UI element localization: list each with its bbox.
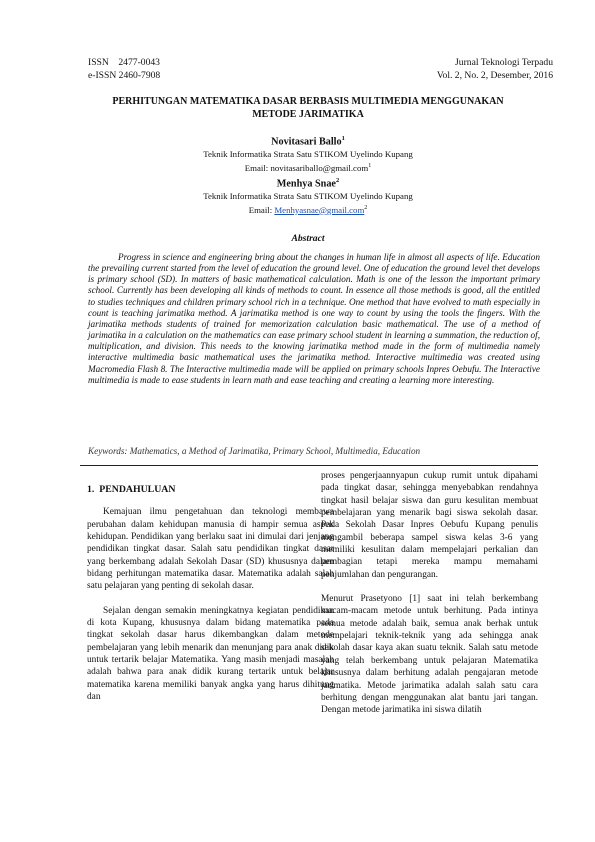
author-1-affiliation: Teknik Informatika Strata Satu STIKOM Uyelindo Kupang <box>203 149 413 160</box>
paragraph: Kemajuan ilmu pengetahuan dan teknologi membawa perubahan dalam kehidupan manusia di hampir semua aspek kehidupan. Pendidikan yang berlaku saat ini dimulai dari jenjang pendidikan tingkat dasar. Salah satu pendidikan tingkat dasar yang berkembang adalah Sekolah Dasar (SD) khususnya dalam bidang perhitungan matematika dasar. Matematika adalah salah satu pelajaran yang penting di sekolah dasar. <box>87 507 334 592</box>
section-divider <box>80 465 538 466</box>
journal-block <box>437 57 553 82</box>
section-heading-pendahuluan: 1. PENDAHULUAN <box>87 484 176 495</box>
authors-block <box>80 132 536 216</box>
author-2-affiliation: Teknik Informatika Strata Satu STIKOM Uyelindo Kupang <box>203 191 413 202</box>
issn-block <box>88 57 160 82</box>
abstract-heading: Abstract <box>291 233 325 244</box>
keywords: Keywords: Mathematics, a Method of Jarimatika, Primary School, Multimedia, Education <box>88 446 421 456</box>
issn: ISSN 2477-0043 <box>88 57 160 68</box>
eissn: e-ISSN 2460-7908 <box>88 69 161 81</box>
paragraph: Menurut Prasetyono [1] saat ini telah berkembang macam-macam metode untuk berhitung. Pada intinya semua metode adalah baik, semua anak berhak untuk mempelajari teknik-teknik yang ada sehingga anak sekolah dasar kaya akan suatu teknik. Salah satu metode yang telah berkembang untuk pelajaran Matematika khususnya dalam berhitung adalah pengajaran metode jarimatika. Metode jarimatika adalah salah satu cara berhitung dengan menggunakan alat bantu jari tangan. Dengan metode jarimatika ini siswa dilatih <box>321 594 538 716</box>
author-2-email: Email: Menhyasnae@gmail.com$^2$ <box>248 204 368 215</box>
paragraph: proses pengerjaannyapun cukup rumit untuk dipahami pada tingkat dasar, sehingga menyebabkan rendahnya tingkat hasil belajar siswa dan guru kesulitan membuat pembelajaran yang menarik bagi siswa sekolah dasar. Pada Sekolah Dasar Inpres Oebufu Kupang penulis mengambil beberapa sampel siswa kelas 3-6 yang memiliki kesulitan dalam mempelajari perkalian dan pembagian tetapi mereka mampu memahami penjumlahan dan pengurangan. <box>321 471 538 580</box>
abstract-text <box>88 252 540 386</box>
author-1-name: Novitasari Ballo$^1$ <box>271 135 345 148</box>
title-line-1: PERHITUNGAN MATEMATIKA DASAR BERBASIS MULTIMEDIA MENGGUNAKAN <box>112 96 504 107</box>
author-2-email-link[interactable]: Menhyasnae@gmail.com <box>274 204 365 215</box>
abstract-body: Progress in science and engineering bring about the changes in human life in almost all aspects of life. Education the prevailing current started from the level of education the ground level. One of education the ground level thet develops is primary school (SD). In matters of basic mathematical calculation. Math is one of the lesson the important primary school. Currently has been developing all kinds of methods to count. In essence all those methods is good, all the entitled to studies techniques and children primary school rich in a technique. One method that have evolved to math especially in count is teaching jarimatika method. A jarimatika method is one way to count by using the tools the fingers. With the jarimatika methods students of trained for memorization calculation basic mathematical. The use of a method of jarimatika in a calculation on the mathematics can ease primary school student in learning a summation, the reduction of, multiplication, and division. This needs to the knowing jarimatika method made in the form of multimedia namely interactive multimedia basic mathematical uses the jarimatika method. Interactive multimedia was created using Macromedia Flash 8. The Interactive multimedia made will be applied on primary schools Inpres Oebufu. The Interactive multimedia is made to ease students in learn math and ease teaching and creating a learning more interesting. <box>88 252 540 385</box>
title-line-2: METODE JARIMATIKA <box>252 108 364 120</box>
right-column <box>321 470 538 717</box>
paragraph: Sejalan dengan semakin meningkatnya kegiatan pendidikan di kota Kupang, khususnya dalam bidang matematika pada tingkat sekolah dasar harus dikembangkan dalam metode pembelajaran yang lebih menarik dan menunjang para anak didik untuk tertarik belajar Matematika. Yang masih menjadi masalah adalah bahwa para anak didik kurang tertarik untuk belajar matematika karena memiliki banyak angka yang harus dihitung dan <box>87 605 334 703</box>
author-2-name: Menhya Snae$^2$ <box>276 176 340 190</box>
author-1-email: Email: novitasariballo@gmail.com$^1$ <box>244 162 372 173</box>
journal-volume: Vol. 2, No. 2, Desember, 2016 <box>436 69 553 81</box>
paper-title <box>80 96 536 121</box>
left-column <box>87 470 334 704</box>
author-1-email-address[interactable]: novitasariballo@gmail.com <box>270 162 369 173</box>
journal-name: Jurnal Teknologi Terpadu <box>455 57 553 68</box>
